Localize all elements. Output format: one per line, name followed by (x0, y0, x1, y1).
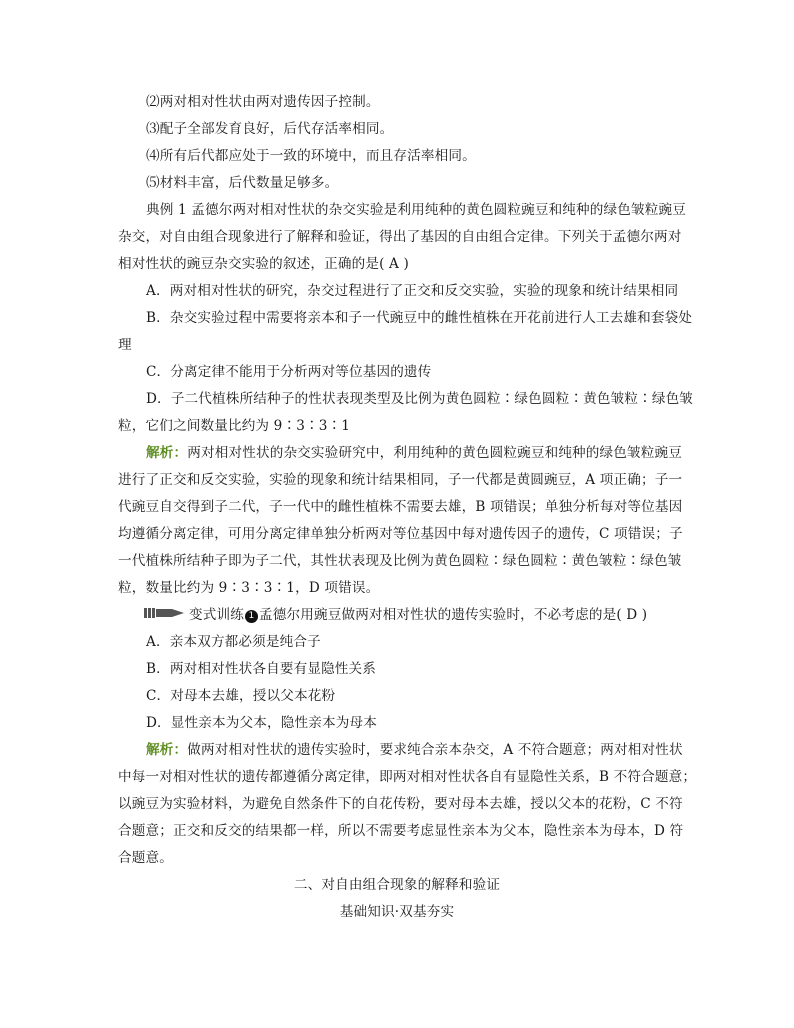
example1-option-a: A．两对相对性状的研究，杂交过程进行了正交和反交实验，实验的现象和统计结果相同 (146, 283, 679, 299)
example1-stem-line3: 相对性状的豌豆杂交实验的叙述，正确的是( A ) (118, 256, 409, 272)
section-title: 二、对自由组合现象的解释和验证 (293, 877, 501, 893)
pen-icon (144, 605, 186, 621)
variant1-analysis-line2: 中每一对相对性状的遗传都遵循分离定律，即两对相对性状各自有显隐性关系，B 不符合题意； (118, 769, 697, 785)
analysis-text: 做两对相对性状的遗传实验时，要求纯合亲本杂交，A 不符合题意；两对相对性状 (187, 742, 683, 758)
variant1-option-a: A．亲本双方都必须是纯合子 (146, 634, 321, 650)
point-4: ⑷所有后代都应处于一致的环境中，而且存活率相同。 (146, 148, 476, 164)
variant-number-badge: 1 (245, 610, 258, 623)
example1-option-d: D．子二代植株所结种子的性状表现类型及比例为黄色圆粒∶绿色圆粒∶黄色皱粒∶绿色皱 (146, 391, 694, 407)
example1-stem-line1: 典例 1 孟德尔两对相对性状的杂交实验是利用纯种的黄色圆粒豌豆和纯种的绿色皱粒豌豆 (146, 202, 687, 218)
example1-stem-line2: 杂交，对自由组合现象进行了解释和验证，得出了基因的自由组合定律。下列关于孟德尔两对 (118, 229, 682, 245)
variant1-option-c: C．对母本去雄，授以父本花粉 (146, 688, 336, 704)
variant1-option-d: D．显性亲本为父本，隐性亲本为母本 (146, 715, 377, 731)
point-3: ⑶配子全部发育良好，后代存活率相同。 (146, 121, 394, 137)
example1-analysis-line5: 一代植株所结种子即为子二代，其性状表现及比例为黄色圆粒∶绿色圆粒∶黄色皱粒∶绿色皱 (118, 553, 682, 569)
variant1-analysis-line4: 合题意；正交和反交的结果都一样，所以不需要考虑显性亲本为父本，隐性亲本为母本，D 符 (118, 823, 684, 839)
example1-analysis-line1 (146, 443, 706, 463)
example1-option-d-cont: 粒，它们之间数量比约为 9∶3∶3∶1 (118, 418, 351, 434)
analysis-label: 解析： (146, 742, 188, 758)
variant-label: 变式训练 (189, 607, 244, 623)
variant1-option-b: B．两对相对性状各自要有显隐性关系 (146, 661, 377, 677)
example1-analysis-line4: 均遵循分离定律，可用分离定律单独分析两对等位基因中每对遗传因子的遗传，C 项错误；子 (118, 526, 683, 542)
section-subtitle: 基础知识·双基夯实 (339, 904, 455, 920)
example1-analysis-line6: 粒，数量比约为 9∶3∶3∶1，D 项错误。 (118, 580, 380, 596)
analysis-label: 解析： (146, 445, 188, 461)
analysis-text: 两对相对性状的杂交实验研究中，利用纯种的黄色圆粒豌豆和纯种的绿色皱粒豌豆 (187, 445, 683, 461)
variant-question: 孟德尔用豌豆做两对相对性状的遗传实验时，不必考虑的是( D ) (258, 607, 648, 623)
example1-analysis-line2: 进行了正交和反交实验，实验的现象和统计结果相同，子一代都是黄圆豌豆，A 项正确；子一 (118, 472, 683, 488)
variant1-analysis-line3: 以豌豆为实验材料，为避免自然条件下的自花传粉，要对母本去雄，授以父本的花粉，C 不符 (118, 796, 683, 812)
variant1-question-line (144, 605, 704, 625)
example1-option-b: B．杂交实验过程中需要将亲本和子一代豌豆中的雌性植株在开花前进行人工去雄和套袋处 (146, 310, 693, 326)
variant1-analysis-line1 (146, 740, 706, 760)
example1-option-b-cont: 理 (118, 337, 132, 353)
variant1-analysis-line5: 合题意。 (118, 850, 173, 866)
point-5: ⑸材料丰富，后代数量足够多。 (146, 175, 339, 191)
point-2: ⑵两对相对性状由两对遗传因子控制。 (146, 94, 380, 110)
example1-analysis-line3: 代豌豆自交得到子二代，子一代中的雌性植株不需要去雄，B 项错误；单独分析每对等位基因 (118, 499, 683, 515)
example1-option-c: C．分离定律不能用于分析两对等位基因的遗传 (146, 364, 432, 380)
